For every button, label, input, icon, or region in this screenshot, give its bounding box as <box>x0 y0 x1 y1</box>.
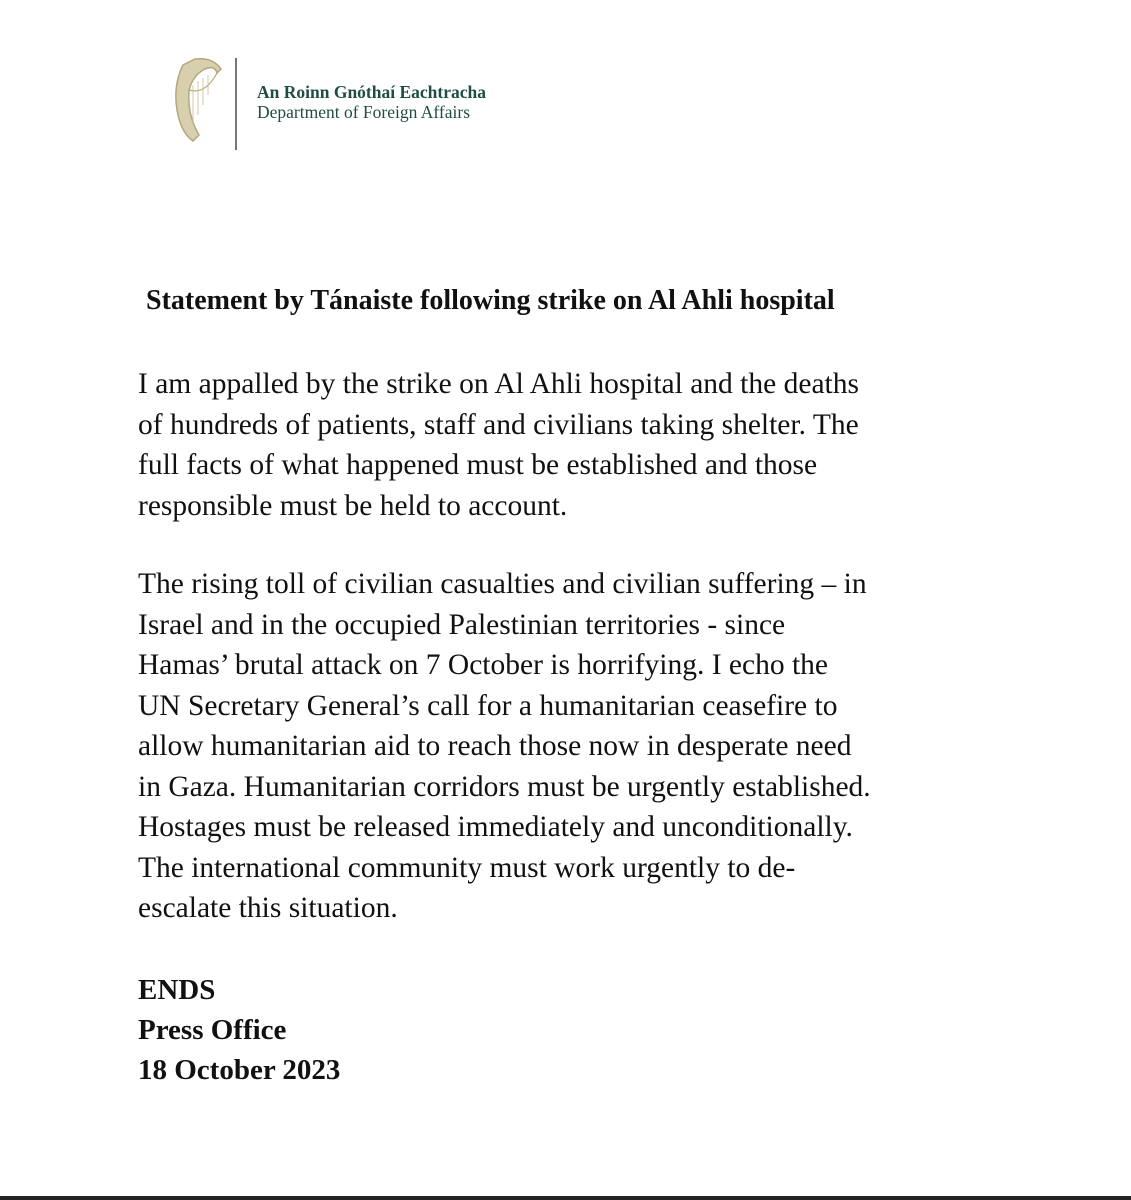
signature-block <box>138 970 340 1090</box>
text-line: in Gaza. Humanitarian corridors must be urgently established. <box>138 770 871 803</box>
text-line: The rising toll of civilian casualties and civilian suffering – in <box>138 568 867 600</box>
paragraph-1 <box>138 364 859 526</box>
ends-label: ENDS <box>138 974 216 1006</box>
text-line: I am appalled by the strike on Al Ahli hospital and the deaths <box>138 368 859 400</box>
paragraph-2 <box>138 564 871 929</box>
text-line: Hamas’ brutal attack on 7 October is horrifying. I echo the <box>138 649 829 681</box>
text-line: escalate this situation. <box>138 892 398 924</box>
text-line: of hundreds of patients, staff and civilians taking shelter. The <box>138 408 859 441</box>
press-office: Press Office <box>138 1014 287 1046</box>
harp-icon <box>165 55 235 145</box>
text-line: The international community must work urgently to de- <box>138 851 796 884</box>
statement-title: Statement by Tánaiste following strike on Al Ahli hospital <box>146 285 835 316</box>
text-line: UN Secretary General’s call for a humanitarian ceasefire to <box>138 689 838 722</box>
logo-divider <box>235 58 237 150</box>
bottom-border <box>0 1196 1131 1200</box>
text-line: Hostages must be released immediately and unconditionally. <box>138 811 853 843</box>
text-line: full facts of what happened must be established and those <box>138 449 818 481</box>
text-line: allow humanitarian aid to reach those now in desperate need <box>138 730 852 762</box>
text-line: Israel and in the occupied Palestinian territories - since <box>138 608 786 641</box>
logo-irish-name: An Roinn Gnóthaí Eachtracha <box>257 82 486 102</box>
logo-english-name: Department of Foreign Affairs <box>257 102 471 122</box>
statement-date: 18 October 2023 <box>138 1054 341 1086</box>
text-line: responsible must be held to account. <box>138 489 568 522</box>
